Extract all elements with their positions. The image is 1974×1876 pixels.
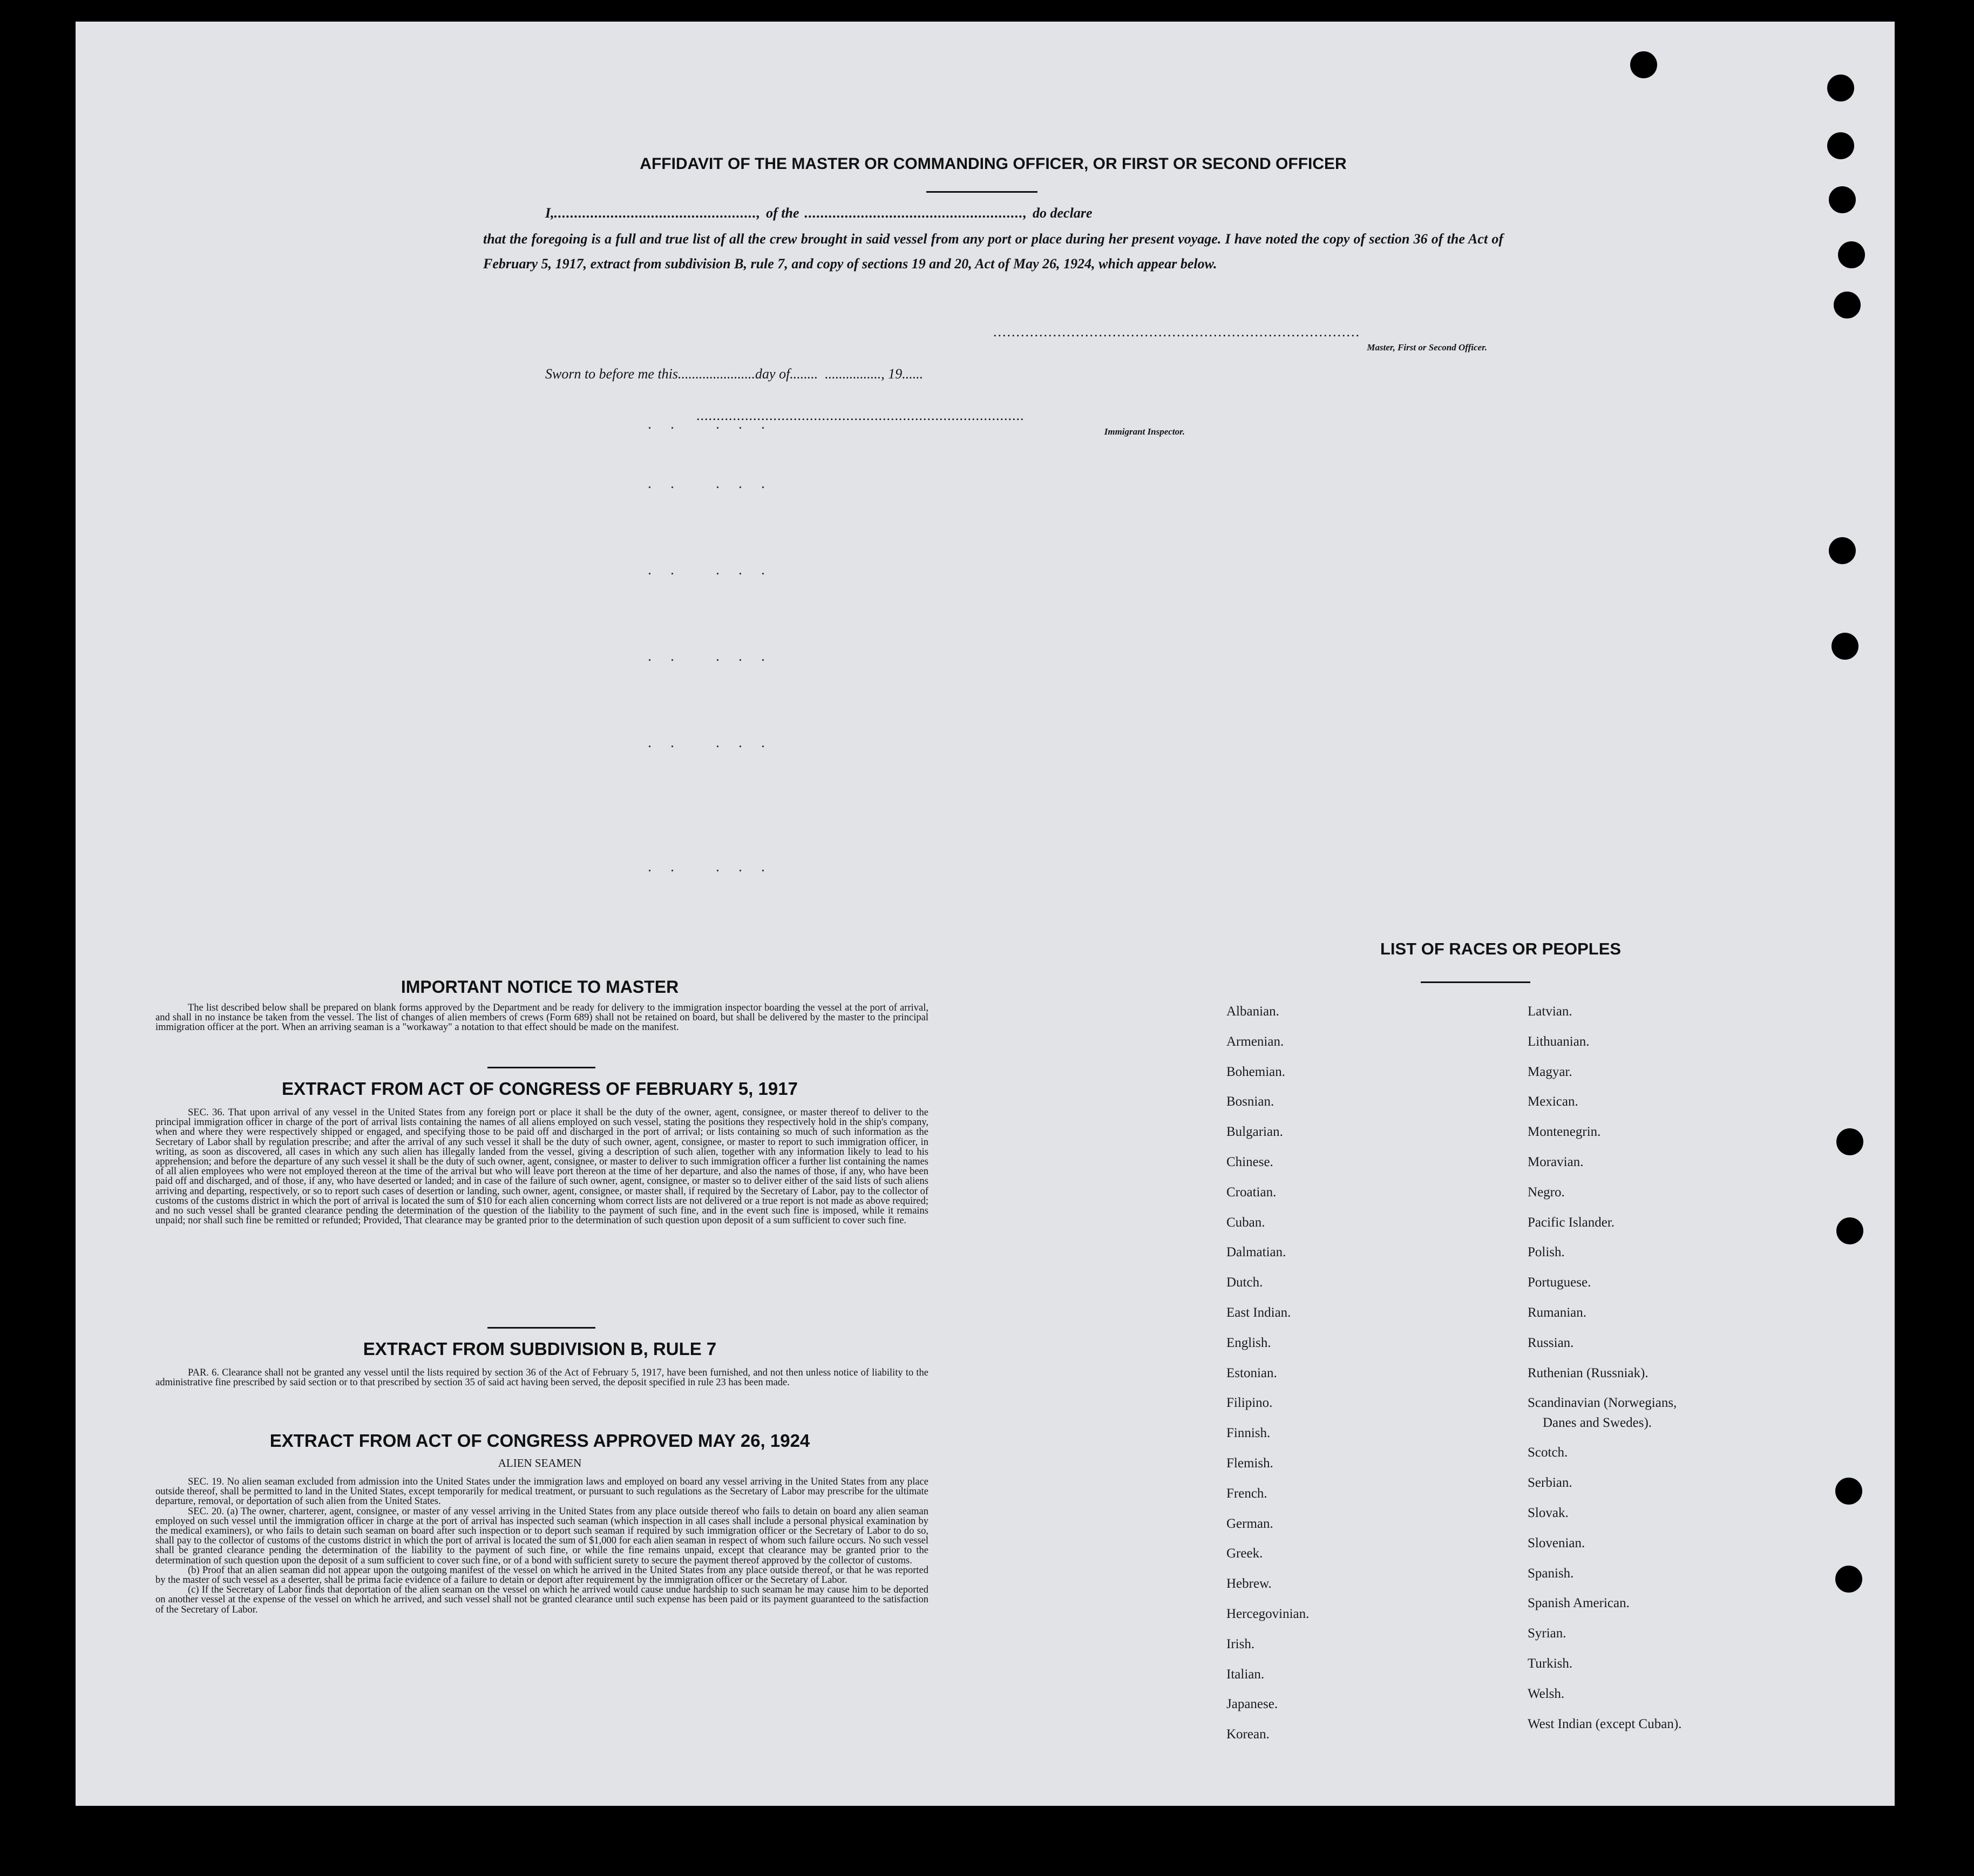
race-item: Negro.	[1528, 1184, 1565, 1200]
race-item: Bohemian.	[1226, 1064, 1286, 1079]
section-20c-paragraph: (c) If the Secretary of Labor finds that deportation of the alien seaman on the vessel on which he arrived would cause undue hardship to such seaman he may cause him to be deported on another vessel at the expense of the vessel on which he arrived, and such vessel shall not be granted clearance until such expense has been paid or its payment guaranteed to the satisfaction of the Secretary of Labor.	[155, 1584, 928, 1615]
race-item: Finnish.	[1226, 1426, 1271, 1441]
races-title: LIST OF RACES OR PEOPLES	[1380, 939, 1622, 958]
races-rule	[1421, 981, 1530, 983]
race-item: Bulgarian.	[1226, 1125, 1283, 1140]
race-item: Croatian.	[1226, 1184, 1277, 1200]
inspector-label: Immigrant Inspector.	[1104, 426, 1185, 437]
race-item: Lithuanian.	[1528, 1034, 1590, 1049]
declare-suffix: do declare	[1033, 205, 1093, 221]
race-item: Korean.	[1226, 1727, 1270, 1742]
vessel-prefix: of the	[766, 205, 799, 221]
binder-hole	[1831, 633, 1858, 660]
binder-hole	[1835, 1478, 1862, 1505]
binder-hole	[1827, 75, 1854, 101]
race-item: Estonian.	[1226, 1365, 1277, 1380]
binder-hole	[1630, 51, 1657, 78]
notice-title: IMPORTANT NOTICE TO MASTER	[401, 977, 679, 997]
section-20a-paragraph: SEC. 20. (a) The owner, charterer, agent, consignee, or master of any vessel arriving in the United States from any place outside thereof who fails to detain on board any alien seaman employed on such vessel until the immigration officer in charge at the port of arrival has inspected such seaman (which inspection in all cases shall include a personal physical examination by the medical examiners), or who fails to detain such seaman on board after such inspection or to deport such seaman if required by such immigration officer or the Secretary of Labor to do so, shall pay to the collector of customs of the customs district in which the port of arrival is located the sum of $1,000 for each alien seaman in respect of whom such failure occurs. No such vessel shall be granted clearance pending the determination of the liability to the payment of such fine, or while the fine remains unpaid, except that clearance may be granted prior to the determination of such question upon the deposit of a sum sufficient to cover such fine, or of a bond with sufficient surety to secure the payment thereof approved by the collector of customs.	[155, 1506, 928, 1566]
race-item: English.	[1226, 1335, 1271, 1350]
notice-text	[155, 1003, 928, 1033]
race-item: Spanish American.	[1528, 1596, 1630, 1611]
extract-1917-text	[155, 1108, 928, 1225]
bleed-through-marks: . . . . .	[648, 475, 772, 492]
race-item: French.	[1226, 1486, 1267, 1501]
race-item: Portuguese.	[1528, 1275, 1591, 1290]
race-item: Rumanian.	[1528, 1305, 1587, 1320]
section-rule	[487, 1327, 595, 1329]
race-item: Slovenian.	[1528, 1535, 1585, 1550]
race-item: Dalmatian.	[1226, 1245, 1286, 1260]
section-36-paragraph: SEC. 36. That upon arrival of any vessel in the United States from any foreign port or place it shall be the duty of the owner, agent, consignee, or master thereof to deliver to the principal immigration officer in charge of the port of arrival lists containing the names of all aliens employed on such vessel, stating the positions they respectively hold in the ship's company, when and where they were respectively shipped or engaged, and specifying those to be paid off and discharged in the port of arrival; or lists containing so much of such information as the Secretary of Labor shall by regulation prescribe; and after the arrival of any such vessel it shall be the duty of such owner, agent, consignee, or master to report to such immigration officer, in writing, as soon as discovered, all cases in which any such alien has illegally landed from the vessel, giving a description of such alien, together with any information likely to lead to his apprehension; and before the departure of any such vessel it shall be the duty of such owner, agent, consignee, or master to deliver to such immigration officer a further list containing the names of all alien employees who were not employed thereon at the time of the arrival but who will leave port thereon at the time of her departure, and also the names of those, if any, who have been paid off and discharged, and of those, if any, who have deserted or landed; and in case of the failure of such owner, agent, consignee, or master so to deliver either of the said lists of such aliens arriving and departing, respectively, or so to report such cases of desertion or landing, such owner, agent, consignee, or master shall, if required by the Secretary of Labor, pay to the collector of customs of the customs district in which the port of arrival is located the sum of $10 for each alien concerning whom correct lists are not delivered or a true report is not made as above required; and no such vessel shall be granted clearance pending the determination of the question of the liability to the payment of such fine, and in the event such fine is imposed, while it remains unpaid; nor shall such fine be remitted or refunded; Provided, That clearance may be granted prior to the determination of such question upon deposit of a sum sufficient to cover such fine.	[155, 1107, 928, 1227]
section-20b-paragraph: (b) Proof that an alien seaman did not appear upon the outgoing manifest of the vessel on which he arrived in the United States from any place outside thereof, or that he was reported by the master of such vessel as a deserter, shall be prima facie evidence of a failure to detain or deport after requirement by the immigration officer or the Secretary of Labor.	[155, 1565, 928, 1586]
binder-hole	[1835, 1566, 1862, 1593]
affidavit-statement: that the foregoing is a full and true list of all the crew brought in said vessel from any port or place during her present voyage. I have noted the copy of section 36 of the Act of February 5, 1917, extract from subdivision B, rule 7, and copy of sections 19 and 20, Act of May 26, 1924, which appear below.	[483, 231, 1503, 272]
race-item: Latvian.	[1528, 1004, 1572, 1019]
vessel-name-blank[interactable]: ......................................................,	[804, 205, 1028, 221]
race-item: German.	[1226, 1516, 1273, 1531]
signature-blank[interactable]: ................................................................................	[993, 324, 1360, 340]
race-item: Syrian.	[1528, 1626, 1566, 1641]
race-item: Moravian.	[1528, 1155, 1584, 1169]
title-rule	[926, 191, 1037, 193]
affidavit-title: AFFIDAVIT OF THE MASTER OR COMMANDING OFFICER, OR FIRST OR SECOND OFFICER	[640, 155, 1347, 173]
race-item: Spanish.	[1528, 1566, 1574, 1581]
binder-hole	[1838, 241, 1865, 268]
race-item: Hercegovinian.	[1226, 1607, 1310, 1621]
bleed-through-marks: . . . . .	[648, 416, 772, 432]
race-item: Japanese.	[1226, 1697, 1278, 1712]
race-item: Bosnian.	[1226, 1094, 1274, 1109]
race-item: Flemish.	[1226, 1456, 1273, 1471]
extract-1917-title: EXTRACT FROM ACT OF CONGRESS OF FEBRUARY 5, 1917	[282, 1079, 798, 1099]
declarant-name-blank[interactable]: ..................................................,	[554, 205, 761, 221]
race-item: Magyar.	[1528, 1064, 1572, 1079]
race-item: Montenegrin.	[1528, 1125, 1601, 1140]
notice-paragraph: The list described below shall be prepared on blank forms approved by the Department and be ready for delivery to the immigration inspector boarding the vessel at the port of arrival, and shall in no instance be taken from the vessel. The list of changes of alien members of crews (Form 689) shall not be retained on board, but shall be delivered by the master to the principal immigration officer at the port. When an arriving seaman is a "workaway" a notation to that effect should be made on the manifest.	[155, 1003, 928, 1033]
binder-hole	[1827, 132, 1854, 159]
bleed-through-marks: . . . . .	[648, 561, 772, 578]
signature-label: Master, First or Second Officer.	[1367, 342, 1487, 353]
race-item: Irish.	[1226, 1636, 1255, 1651]
subdivision-b-title: EXTRACT FROM SUBDIVISION B, RULE 7	[363, 1339, 717, 1359]
race-item: Russian.	[1528, 1335, 1574, 1350]
race-item: Dutch.	[1226, 1275, 1263, 1290]
binder-hole	[1829, 537, 1856, 564]
race-item: East Indian.	[1226, 1305, 1291, 1320]
sworn-line[interactable]: Sworn to before me this......................day of........ ................, 19......	[545, 366, 924, 382]
race-item: Italian.	[1226, 1667, 1265, 1682]
race-item: Ruthenian (Russniak).	[1528, 1365, 1649, 1380]
binder-hole	[1829, 186, 1856, 213]
race-item: Turkish.	[1528, 1656, 1573, 1671]
extract-1924-text	[155, 1477, 928, 1615]
race-item: Filipino.	[1226, 1396, 1273, 1411]
bleed-through-marks: . . . . .	[648, 734, 772, 751]
race-item: West Indian (except Cuban).	[1528, 1716, 1682, 1731]
extract-1924-title: EXTRACT FROM ACT OF CONGRESS APPROVED MAY 26, 1924	[269, 1431, 810, 1451]
section-rule	[487, 1067, 595, 1068]
binder-hole	[1834, 292, 1861, 319]
section-19-paragraph: SEC. 19. No alien seaman excluded from admission into the United States under the immigration laws and employed on board any vessel arriving in the United States from any place outside thereof, shall be permitted to land in the United States, except temporarily for medical treatment, or pursuant to such regulations as the Secretary of Labor may prescribe for the ultimate departure, removal, or deportation of such alien from the United States.	[155, 1477, 928, 1507]
race-item: Welsh.	[1528, 1686, 1565, 1701]
alien-seamen-subtitle: ALIEN SEAMEN	[498, 1457, 582, 1469]
race-item: Slovak.	[1528, 1506, 1569, 1521]
inspector-signature-blank[interactable]: .................................................................................	[696, 408, 1025, 423]
race-item: Armenian.	[1226, 1034, 1284, 1049]
race-item: Mexican.	[1528, 1094, 1578, 1109]
race-item: Albanian.	[1226, 1004, 1279, 1019]
declaration-line	[483, 201, 1503, 226]
race-item: Scandinavian (Norwegians,	[1528, 1396, 1677, 1411]
race-item: Cuban.	[1226, 1215, 1265, 1230]
race-item: Serbian.	[1528, 1475, 1572, 1491]
race-item: Greek.	[1226, 1546, 1263, 1561]
bleed-through-marks: . . . . .	[648, 858, 772, 875]
race-item: Danes and Swedes).	[1543, 1415, 1652, 1430]
paragraph-6: PAR. 6. Clearance shall not be granted any vessel until the lists required by section 36 of the Act of February 5, 1917, have been furnished, and not then unless notice of liability to the administrative fine prescribed by said section or to that prescribed by section 35 of said act having been served, the deposit specified in rule 23 has been made.	[155, 1367, 928, 1389]
binder-hole	[1836, 1128, 1863, 1155]
subdivision-b-text	[155, 1368, 928, 1387]
race-item: Chinese.	[1226, 1155, 1273, 1169]
race-item: Hebrew.	[1226, 1576, 1272, 1591]
race-item: Scotch.	[1528, 1445, 1568, 1460]
race-item: Pacific Islander.	[1528, 1215, 1615, 1230]
binder-hole	[1836, 1217, 1863, 1244]
bleed-through-marks: . . . . .	[648, 648, 772, 665]
race-item: Polish.	[1528, 1245, 1565, 1260]
declarant-prefix: I,	[545, 205, 554, 221]
